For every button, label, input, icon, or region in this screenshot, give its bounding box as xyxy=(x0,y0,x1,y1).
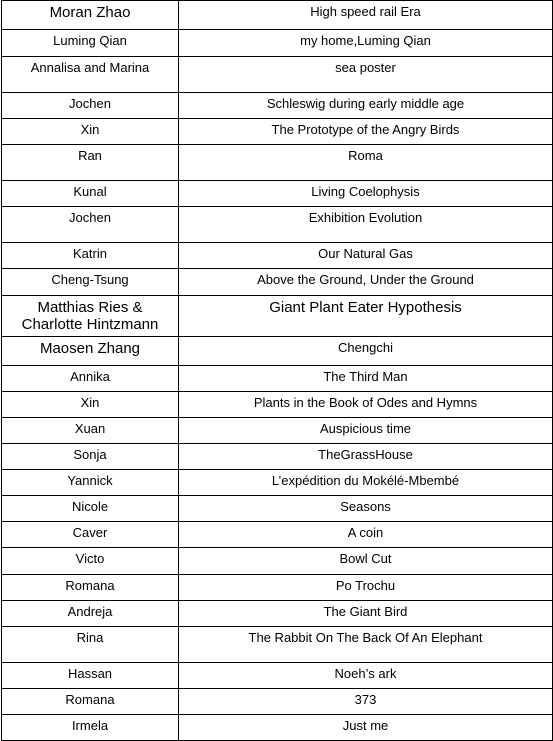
table-row xyxy=(2,269,553,296)
author-cell: Irmela xyxy=(2,715,179,741)
title-cell: Auspicious time xyxy=(179,418,553,444)
title-cell: TheGrassHouse xyxy=(179,444,553,470)
table-row xyxy=(2,392,553,418)
table-row xyxy=(2,207,553,243)
table-row xyxy=(2,145,553,181)
table-row xyxy=(2,689,553,715)
title-cell: Seasons xyxy=(179,496,553,522)
title-cell: A coin xyxy=(179,522,553,548)
title-cell: Chengchi xyxy=(179,337,553,366)
table-row xyxy=(2,57,553,93)
title-cell: The Prototype of the Angry Birds xyxy=(179,119,553,145)
table-row xyxy=(2,627,553,663)
table-row xyxy=(2,337,553,366)
author-cell: Hassan xyxy=(2,663,179,689)
author-cell: Victo xyxy=(2,548,179,575)
author-cell: Jochen xyxy=(2,93,179,119)
author-cell: Xin xyxy=(2,119,179,145)
title-cell: 373 xyxy=(179,689,553,715)
table-row xyxy=(2,30,553,57)
author-cell: Ran xyxy=(2,145,179,181)
table-row xyxy=(2,93,553,119)
table-row xyxy=(2,575,553,601)
author-cell: Rina xyxy=(2,627,179,663)
title-cell: Our Natural Gas xyxy=(179,243,553,269)
table-row xyxy=(2,181,553,207)
author-cell: Sonja xyxy=(2,444,179,470)
author-cell: Annika xyxy=(2,366,179,392)
table-row xyxy=(2,715,553,741)
author-cell: Annalisa and Marina xyxy=(2,57,179,93)
author-cell: Moran Zhao xyxy=(2,1,179,30)
author-cell: Jochen xyxy=(2,207,179,243)
author-cell: Luming Qian xyxy=(2,30,179,57)
author-cell: Cheng-Tsung xyxy=(2,269,179,296)
table-row xyxy=(2,1,553,30)
author-cell: Kunal xyxy=(2,181,179,207)
author-cell: Andreja xyxy=(2,601,179,627)
author-cell: Xin xyxy=(2,392,179,418)
title-cell: Exhibition Evolution xyxy=(179,207,553,243)
title-cell: my home,Luming Qian xyxy=(179,30,553,57)
title-cell: Plants in the Book of Odes and Hymns xyxy=(179,392,553,418)
author-cell: Xuan xyxy=(2,418,179,444)
title-cell: Noeh’s ark xyxy=(179,663,553,689)
title-cell: High speed rail Era xyxy=(179,1,553,30)
author-cell: Caver xyxy=(2,522,179,548)
title-cell: Roma xyxy=(179,145,553,181)
table-row xyxy=(2,296,553,337)
author-cell: Maosen Zhang xyxy=(2,337,179,366)
author-cell: Katrin xyxy=(2,243,179,269)
table-row xyxy=(2,243,553,269)
author-cell: Yannick xyxy=(2,470,179,496)
table-row xyxy=(2,496,553,522)
table-row xyxy=(2,601,553,627)
title-cell: Po Trochu xyxy=(179,575,553,601)
table-row xyxy=(2,119,553,145)
title-cell: Above the Ground, Under the Ground xyxy=(179,269,553,296)
title-cell: Giant Plant Eater Hypothesis xyxy=(179,296,553,337)
table-row xyxy=(2,418,553,444)
table-row xyxy=(2,444,553,470)
title-cell: The Giant Bird xyxy=(179,601,553,627)
author-cell: Nicole xyxy=(2,496,179,522)
author-cell: Romana xyxy=(2,575,179,601)
table-row xyxy=(2,548,553,575)
title-cell: Just me xyxy=(179,715,553,741)
title-cell: sea poster xyxy=(179,57,553,93)
table-row xyxy=(2,522,553,548)
title-cell: The Rabbit On The Back Of An Elephant xyxy=(179,627,553,663)
table-row xyxy=(2,366,553,392)
title-cell: Schleswig during early middle age xyxy=(179,93,553,119)
title-cell: L’expédition du Mokélé-Mbembé xyxy=(179,470,553,496)
title-cell: Bowl Cut xyxy=(179,548,553,575)
table-row xyxy=(2,470,553,496)
title-cell: Living Coelophysis xyxy=(179,181,553,207)
author-cell: Matthias Ries & Charlotte Hintzmann xyxy=(2,296,179,337)
entries-table xyxy=(1,0,553,741)
author-cell: Romana xyxy=(2,689,179,715)
title-cell: The Third Man xyxy=(179,366,553,392)
table-row xyxy=(2,663,553,689)
